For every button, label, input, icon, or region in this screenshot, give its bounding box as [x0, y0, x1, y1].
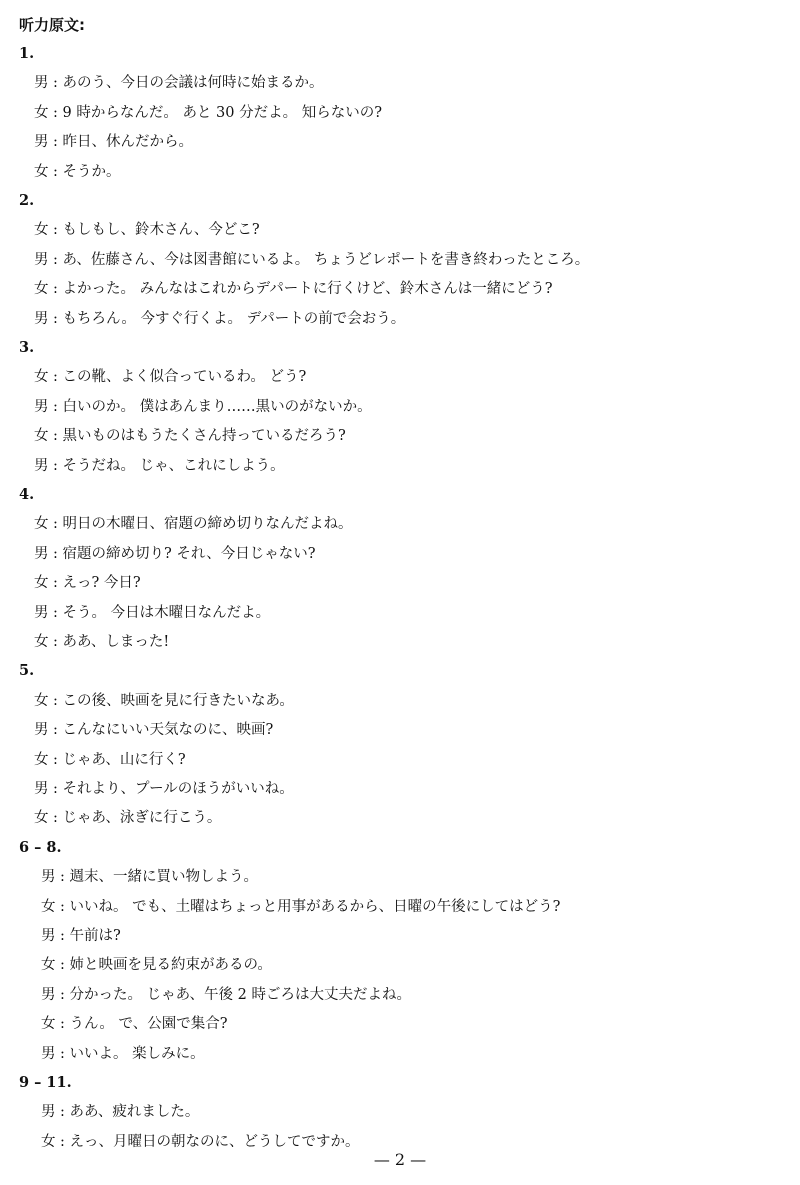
speaker-colon: : — [53, 781, 58, 797]
speaker-label: 女 — [34, 369, 49, 386]
dialogue-line — [41, 1101, 199, 1123]
speaker-colon: : — [60, 928, 65, 944]
dialogue-line — [34, 778, 294, 800]
dialogue-line — [34, 807, 221, 829]
utterance-text: 昨日、休んだから。 — [62, 134, 193, 151]
speaker-colon: : — [53, 369, 58, 386]
speaker-colon: : — [53, 516, 58, 533]
utterance-text: いいよ。 楽しみに。 — [69, 1045, 205, 1062]
speaker-colon: : — [60, 1045, 65, 1062]
speaker-label: 女 — [41, 898, 56, 915]
utterance-text: それより、プールのほうがいいね。 — [62, 781, 294, 797]
speaker-label: 女 — [34, 810, 49, 827]
speaker-colon: : — [53, 810, 58, 827]
utterance-text: 午前は? — [69, 928, 121, 944]
speaker-label: 男 — [41, 986, 56, 1003]
speaker-colon: : — [53, 310, 58, 327]
utterance-text: えっ、月曜日の朝なのに、どうしてですか。 — [69, 1133, 360, 1150]
speaker-colon: : — [53, 251, 58, 268]
speaker-label: 女 — [34, 104, 49, 121]
speaker-label: 男 — [34, 604, 49, 621]
speaker-label: 女 — [34, 634, 49, 650]
speaker-label: 男 — [41, 869, 56, 886]
speaker-colon: : — [60, 1133, 65, 1150]
section-label: 9 – 11. — [19, 1074, 72, 1091]
dialogue-line — [34, 131, 193, 153]
utterance-text: 姉と映画を見る約束があるの。 — [69, 957, 272, 974]
utterance-text: もしもし、鈴木さん、今どこ? — [62, 222, 260, 239]
dialogue-line — [34, 690, 294, 712]
utterance-text: もちろん。 今すぐ行くよ。 デパートの前で会おう。 — [62, 310, 406, 327]
speaker-colon: : — [60, 898, 65, 915]
speaker-colon: : — [60, 1104, 65, 1121]
utterance-text: じゃあ、山に行く? — [62, 751, 186, 768]
speaker-colon: : — [53, 134, 58, 151]
speaker-label: 男 — [41, 928, 56, 944]
speaker-label: 男 — [34, 398, 49, 415]
dialogue-line — [34, 631, 169, 653]
dialogue-line — [41, 1043, 205, 1065]
dialogue-line — [34, 602, 270, 624]
section-label: 2. — [19, 192, 35, 209]
speaker-colon: : — [60, 986, 65, 1003]
utterance-text: よかった。 みんなはこれからデパートに行くけど、鈴木さんは一緒にどう? — [62, 281, 553, 298]
speaker-label: 男 — [34, 251, 49, 268]
speaker-colon: : — [53, 281, 58, 298]
dialogue-line — [41, 896, 560, 918]
dialogue-line — [41, 954, 272, 976]
section-label: 5. — [19, 662, 35, 680]
speaker-label: 男 — [34, 75, 49, 92]
speaker-label: 女 — [34, 163, 49, 180]
utterance-text: いいね。 でも、土曜はちょっと用事があるから、日曜の午後にしてはどう? — [69, 898, 561, 915]
speaker-colon: : — [53, 751, 58, 768]
utterance-text: ああ、疲れました。 — [69, 1104, 200, 1121]
page-number: — 2 — — [373, 1150, 427, 1169]
speaker-colon: : — [53, 398, 58, 415]
utterance-text: この靴、よく似合っているわ。 どう? — [62, 369, 307, 386]
section-label: 6 – 8. — [19, 838, 62, 856]
speaker-colon: : — [60, 1016, 65, 1033]
dialogue-line — [34, 278, 553, 300]
dialogue-line — [34, 102, 382, 124]
utterance-text: そうか。 — [62, 163, 121, 180]
speaker-label: 女 — [34, 692, 49, 709]
speaker-colon: : — [53, 222, 58, 239]
dialogue-line — [34, 543, 316, 565]
dialogue-line — [41, 984, 411, 1006]
speaker-label: 男 — [34, 722, 49, 739]
dialogue-line — [34, 749, 186, 771]
section-label: 1. — [19, 45, 35, 62]
utterance-text: ああ、しまった! — [62, 634, 170, 650]
speaker-colon: : — [53, 75, 58, 92]
speaker-colon: : — [53, 604, 58, 621]
speaker-colon: : — [53, 163, 58, 180]
speaker-colon: : — [60, 869, 65, 886]
utterance-text: そう。 今日は木曜日なんだよ。 — [62, 604, 271, 621]
utterance-text: 9 時からなんだ。 あと 30 分だよ。 知らないの? — [62, 104, 382, 121]
speaker-label: 女 — [34, 428, 49, 445]
utterance-text: えっ? 今日? — [62, 575, 141, 592]
speaker-label: 男 — [41, 1104, 56, 1121]
speaker-label: 女 — [34, 281, 49, 298]
dialogue-line — [34, 396, 372, 418]
utterance-text: 分かった。 じゃあ、午後 2 時ごろは大丈夫だよね。 — [69, 986, 411, 1003]
speaker-label: 女 — [41, 957, 56, 974]
dialogue-line — [34, 219, 260, 241]
utterance-text: 宿題の締め切り? それ、今日じゃない? — [62, 545, 316, 562]
dialogue-line — [34, 249, 589, 271]
utterance-text: あ、佐藤さん、今は図書館にいるよ。 ちょうどレポートを書き終わったところ。 — [62, 251, 590, 268]
speaker-colon: : — [53, 545, 58, 562]
speaker-colon: : — [60, 957, 65, 974]
dialogue-line — [41, 925, 121, 947]
speaker-colon: : — [53, 457, 58, 474]
speaker-label: 男 — [34, 545, 49, 562]
utterance-text: じゃあ、泳ぎに行こう。 — [62, 810, 222, 827]
dialogue-line — [34, 161, 121, 183]
speaker-colon: : — [53, 722, 58, 739]
speaker-label: 男 — [41, 1045, 56, 1062]
dialogue-line — [34, 308, 405, 330]
speaker-label: 男 — [34, 781, 49, 797]
dialogue-line — [34, 72, 324, 94]
dialogue-line — [41, 866, 258, 888]
utterance-text: うん。 で、公園で集合? — [69, 1016, 228, 1033]
speaker-colon: : — [53, 575, 58, 592]
speaker-colon: : — [53, 104, 58, 121]
section-label: 4. — [19, 486, 35, 503]
page-heading: 听力原文: — [19, 16, 85, 34]
dialogue-line — [34, 455, 285, 477]
speaker-label: 男 — [34, 310, 49, 327]
utterance-text: 週末、一緒に買い物しよう。 — [69, 869, 258, 886]
speaker-colon: : — [53, 692, 58, 709]
dialogue-line — [34, 719, 273, 741]
utterance-text: 明日の木曜日、宿題の締め切りなんだよね。 — [62, 516, 353, 533]
dialogue-line — [34, 513, 353, 535]
utterance-text: そうだね。 じゃ、これにしよう。 — [62, 457, 285, 474]
speaker-label: 女 — [41, 1133, 56, 1150]
dialogue-line — [34, 425, 346, 447]
utterance-text: 白いのか。 僕はあんまり……黒いのがないか。 — [62, 398, 372, 415]
speaker-label: 男 — [34, 134, 49, 151]
speaker-label: 女 — [41, 1016, 56, 1033]
utterance-text: こんなにいい天気なのに、映画? — [62, 722, 274, 739]
speaker-label: 女 — [34, 751, 49, 768]
speaker-label: 男 — [34, 457, 49, 474]
speaker-label: 女 — [34, 516, 49, 533]
utterance-text: この後、映画を見に行きたいなあ。 — [62, 692, 294, 709]
section-label: 3. — [19, 339, 35, 356]
utterance-text: 黒いものはもうたくさん持っているだろう? — [62, 428, 346, 445]
speaker-label: 女 — [34, 222, 49, 239]
dialogue-line — [34, 366, 306, 388]
speaker-colon: : — [53, 428, 58, 445]
speaker-label: 女 — [34, 575, 49, 592]
dialogue-line — [34, 572, 141, 594]
dialogue-line — [41, 1013, 227, 1035]
speaker-colon: : — [53, 634, 58, 650]
utterance-text: あのう、今日の会議は何時に始まるか。 — [62, 75, 324, 92]
